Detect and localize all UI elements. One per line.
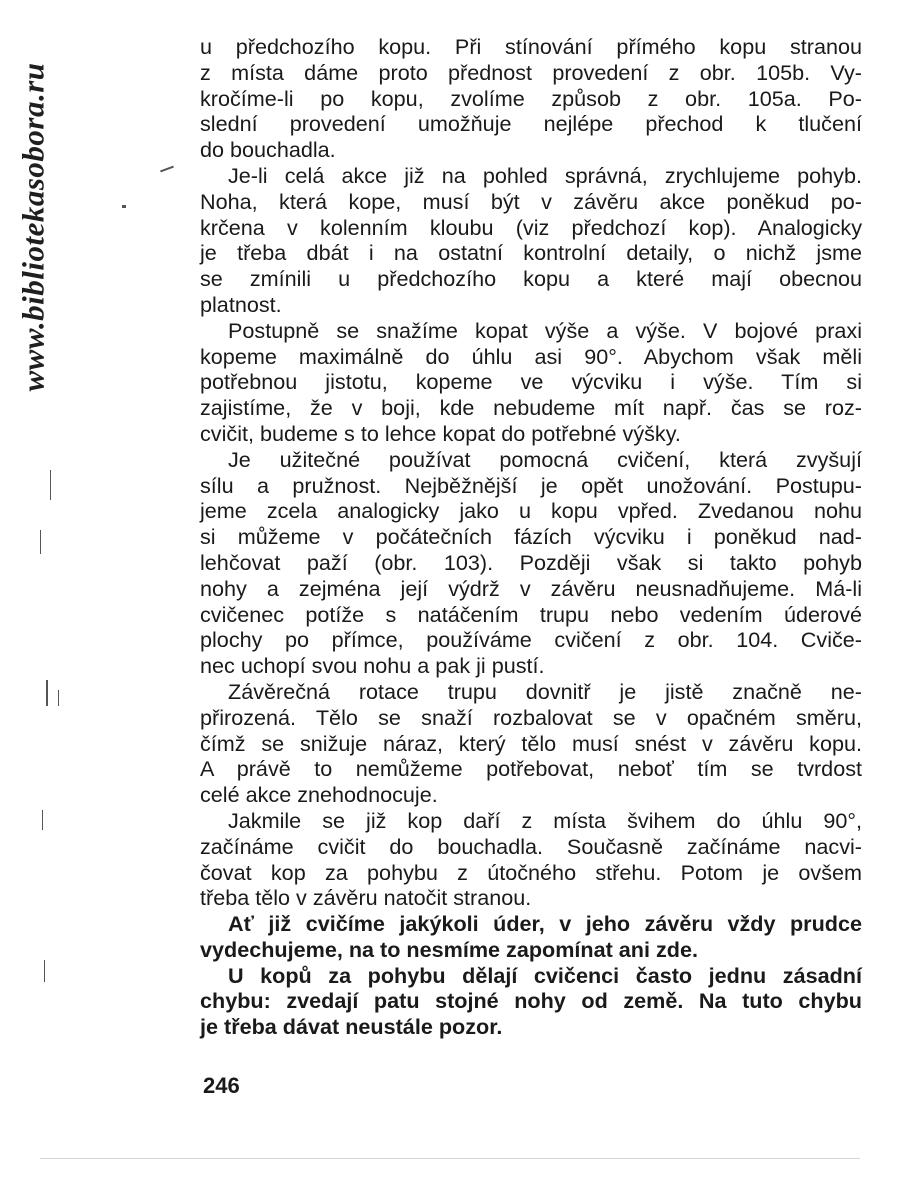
text-line: cvičit, budeme s to lehce kopat do potřebné výšky. [200,420,681,446]
text-line: krčena v kolenním kloubu (viz předchozí kop). Analogicky [200,214,862,240]
text-line: kopeme maximálně do úhlu asi 90°. Abychom však měli [200,343,862,369]
text-line: třeba tělo v závěru natočit stranou. [200,885,532,911]
scan-artifact [46,680,48,706]
text-line: u předchozího kopu. Při stínování přímého kopu stranou [200,34,862,59]
watermark [2,12,66,442]
text-line: cvičenec potíže s natáčením trupu nebo vedením úderové [200,601,862,627]
text-line: Noha, která kope, musí být v závěru akce poněkud po- [200,188,862,214]
text-line: U kopů za pohybu dělají cvičenci často jednu zásadní [228,962,862,988]
scan-artifact [160,166,174,173]
paragraph [200,911,862,963]
text-line: A právě to nemůžeme potřebovat, neboť tím se tvrdost [200,756,862,782]
text-line: čímž se snižuje náraz, který tělo musí snést v závěru kopu. [200,730,862,756]
text-line: z místa dáme proto přednost provedení z obr. 105b. Vy- [200,59,862,85]
text-line: Závěrečná rotace trupu dovnitř je jistě značně ne- [228,678,862,704]
text-line: Je užitečné používat pomocná cvičení, která zvyšují [228,446,862,472]
text-line: začínáme cvičit do bouchadla. Současně začínáme nacvi- [200,833,862,859]
paragraph [200,679,862,808]
text-line: Postupně se snažíme kopat výše a výše. V bojové praxi [228,317,862,343]
paragraph [200,808,862,911]
paragraph [200,318,862,447]
text-line: přirozená. Tělo se snaží rozbalovat se v opačném směru, [200,704,862,730]
text-line: Ať již cvičíme jakýkoli úder, v jeho závěru vždy prudce [228,911,862,937]
scan-artifact [40,530,41,554]
text-line: celé akce znehodnocuje. [200,782,438,808]
text-line: sílu a pružnost. Nejběžnější je opět unožování. Postupu- [200,472,862,498]
text-line: vydechujeme, na to nesmíme zapomínat ani zde. [200,936,698,962]
scan-artifact [58,690,59,706]
text-line: čovat kop za pohybu z útočného střehu. Potom je ovšem [200,859,862,885]
text-line: platnost. [200,291,282,317]
text-line: jeme zcela analogicky jako u kopu vpřed. Zvedanou nohu [200,498,862,524]
text-line: kročíme-li po kopu, zvolíme způsob z obr. 105a. Po- [200,85,862,111]
text-line: chybu: zvedají patu stojné nohy od země. Na tuto chybu [200,988,862,1014]
text-line: nohy a zejména její výdrž v závěru neusnadňujeme. Má-li [200,575,862,601]
text-line: je třeba dávat neustále pozor. [200,1014,503,1040]
scan-artifact [122,205,126,208]
paragraph [200,34,862,163]
text-line: si můžeme v počátečních fázích výcviku i poněkud nad- [200,524,862,550]
text-line: nec uchopí svou nohu a pak ji pustí. [200,653,545,679]
text-line: Jakmile se již kop daří z místa švihem do úhlu 90°, [228,807,862,833]
text-line: se zmínili u předchozího kopu a které mají obecnou [200,266,862,292]
scan-edge [40,1158,860,1159]
text-line: slední provedení umožňuje nejlépe přechod k tlučení [200,111,862,137]
text-line: lehčovat paží (obr. 103). Později však si takto pohyb [200,549,862,575]
text-line: do bouchadla. [200,137,336,163]
scan-artifact [50,470,51,500]
text-line: plochy po přímce, používáme cvičení z obr. 104. Cviče- [200,627,862,653]
body-text [200,34,862,1040]
paragraph [200,963,862,1040]
text-line: potřebnou jistotu, kopeme ve výcviku i výše. Tím si [200,369,862,395]
paragraph [200,447,862,679]
page-number: 246 [203,1073,240,1098]
text-line: Je-li celá akce již na pohled správná, zrychlujeme pohyb. [228,162,862,188]
text-line: zajistíme, že v boji, kde nebudeme mít např. čas se roz- [200,395,862,421]
scan-artifact [42,810,43,830]
watermark-text: www.bibliotekasobora.ru [16,62,51,392]
text-line: je třeba dbát i na ostatní kontrolní detaily, o nichž jsme [200,240,862,266]
scan-artifact [44,960,45,982]
paragraph [200,163,862,318]
